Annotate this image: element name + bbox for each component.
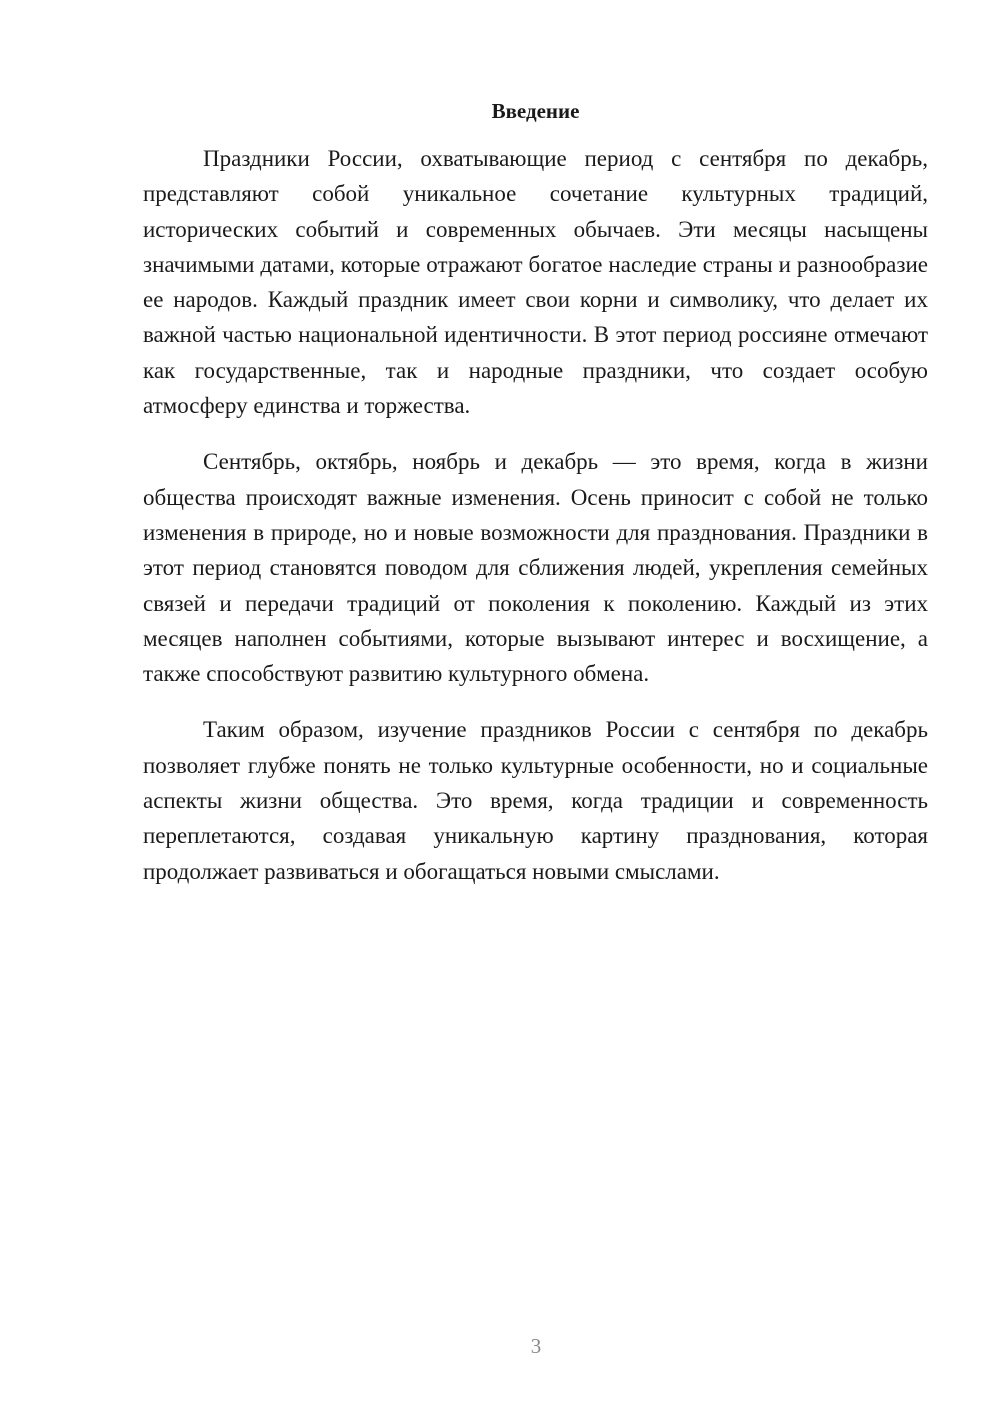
section-heading: Введение xyxy=(491,99,580,123)
body-text xyxy=(143,141,928,910)
paragraph-conclusion: Таким образом, изучение праздников России с сентября по декабрь позволяет глубже понять не только культурные особенности, но и социальные аспекты жизни общества. Это время, когда традиции и современность переплетаются, создавая уникальную картину празднования, которая продолжает развиваться и обогащаться новыми смыслами. xyxy=(143,717,928,884)
paragraph-months: Сентябрь, октябрь, ноябрь и декабрь — это время, когда в жизни общества происходят важные изменения. Осень приносит с собой не только изменения в природе, но и новые возможности для празднования. Праздники в этот период становятся поводом для сближения людей, укрепления семейных связей и передачи традиций от поколения к поколению. Каждый из этих месяцев наполнен событиями, которые вызывают интерес и восхищение, а также способствуют развитию культурного обмена. xyxy=(143,449,928,687)
paragraph-intro: Праздники России, охватывающие период с сентября по декабрь, представляют собой уникальное сочетание культурных традиций, исторических событий и современных обычаев. Эти месяцы насыщены значимыми датами, которые отражают богатое наследие страны и разнообразие ее народов. Каждый праздник имеет свои корни и символику, что делает их важной частью национальной идентичности. В этот период россияне отмечают как государственные, так и народные праздники, что создает особую атмосферу единства и торжества. xyxy=(143,146,928,419)
page-number: 3 xyxy=(530,1334,542,1358)
